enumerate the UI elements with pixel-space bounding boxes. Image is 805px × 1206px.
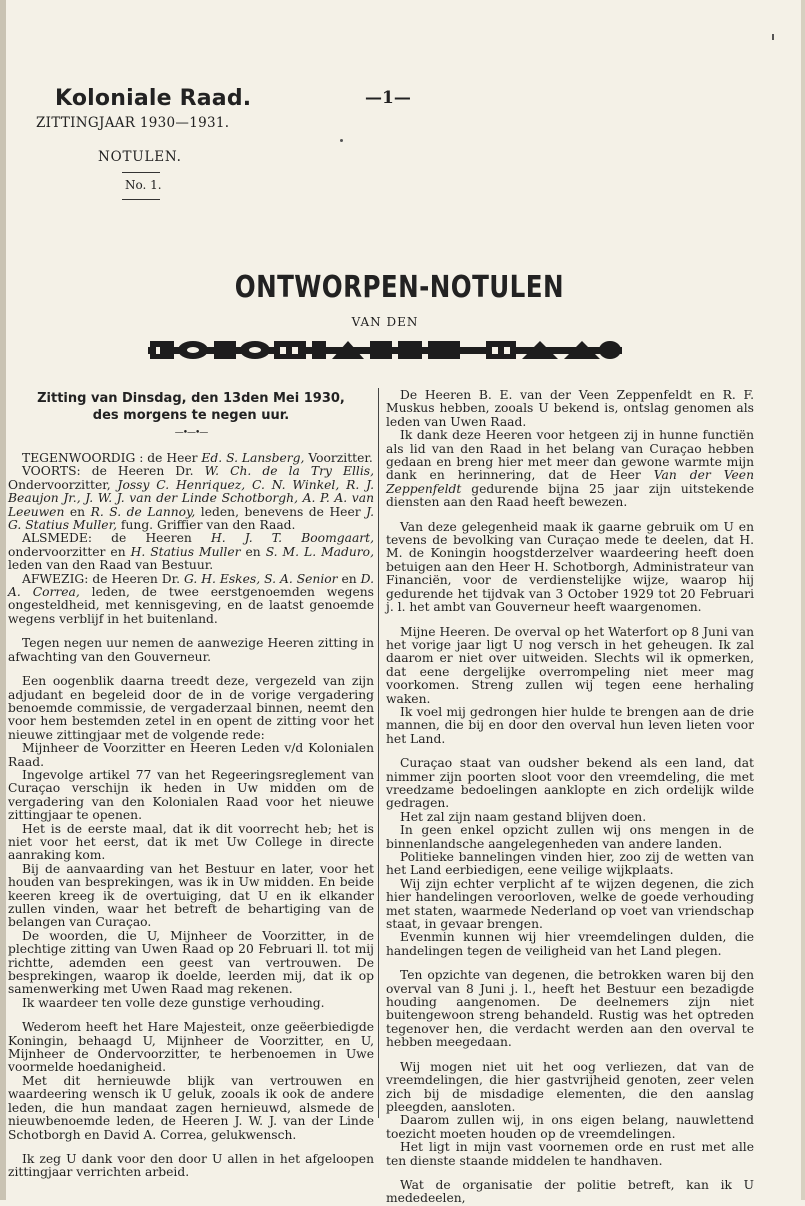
paragraph: Van deze gelegenheid maak ik gaarne gebruik om U en tevens de bevolking van Curaçao mede te deelen, dat H. M. de Koningin hoogstderzelver waardeering heeft doen betuigen aan den Heer H. Schotborgh, Administrateur van Financiën, voor de verdienstelijke wijze, waarop hij gedurende het tijdvak van 3 October 1929 tot 20 Februari j. l. het ambt van Gouverneur heeft waargenomen. xyxy=(386,519,754,615)
attendance-also: VOORTS: de Heeren Dr. W. Ch. de la Try Ellis, Ondervoorzitter, Jossy C. Henriquez, C. N. Winkel, R. J. Beaujon Jr., J. W. J. van der Linde Schotborgh, A. P. A. van Leeuwen en R. S. de Lannoy, leden, benevens de Heer J. G. Statius Muller, fung. Griffier van den Raad. xyxy=(8,464,375,533)
paragraph: Ik dank deze Heeren voor hetgeen zij in hunne functiën als lid van den Raad in het belang van Curaçao hebben gedaan en breng hier met meer dan gewone warmte mijn dank en herinnering, dat de Heer Van der Veen Zeppenfeldt gedurende bijna 25 jaar zijn uitstekende diensten aan den Raad heeft bewezen. xyxy=(386,428,755,510)
attendance-absent: AFWEZIG: de Heeren Dr. G. H. Eskes, S. A. Senior en D. A. Correa, leden, de twee eerstgenoemden wegens ongesteldheid, met kennisgeving, en de laatst genoemde wegens verblijf in het buitenland. xyxy=(8,571,374,626)
paragraph: Wij mogen niet uit het oog verliezen, dat van de vreemdelingen, die hier gastvrijheid genoten, zeer velen zich bij de misdadige elementen, die den aanslag pleegden, aansloten. xyxy=(386,1059,754,1114)
paragraph: Het is de eerste maal, dat ik dit voorrecht heb; het is niet voor het eerst, dat ik met Uw College in directe aanraking kom. xyxy=(8,821,374,863)
page-edge-left xyxy=(0,0,6,1200)
speck xyxy=(772,34,774,40)
paragraph: Wij zijn echter verplicht af te wijzen degenen, die zich hier handelingen veroorloven, welke de goede verhouding met staten, waarmede Nederland op voet van vriendschap staat, in gevaar brengen. xyxy=(386,876,754,932)
paragraph: Ingevolge artikel 77 van het Regeeringsreglement van Curaçao verschijn ik heden in Uw midden om de vergadering van den Kolonialen Raad voor het nieuwe zittingjaar te openen. xyxy=(8,767,374,823)
page-edge-right xyxy=(801,0,805,1200)
session-year: ZITTINGJAAR 1930—1931. xyxy=(36,115,230,131)
paragraph: Ik waardeer ten volle deze gunstige verhouding. xyxy=(22,995,325,1010)
paragraph: Politieke bannelingen vinden hier, zoo zij de wetten van het Land eerbiedigen, eene veilige wijkplaats. xyxy=(386,850,754,878)
paragraph: De woorden, die U, Mijnheer de Voorzitter, in de plechtige zitting van Uwen Raad op 20 Februari ll. tot mij richtte, ademden een geest van vertrouwen. De besprekingen, waarop ik doelde, leerden mij, dat ik op samenwerking met Uwen Raad mag rekenen. xyxy=(8,928,374,997)
paragraph: In geen enkel opzicht zullen wij ons mengen in de binnenlandsche aangelegenheden van andere landen. xyxy=(386,823,754,851)
subtitle-van-den: VAN DEN xyxy=(351,315,419,329)
speck xyxy=(340,139,343,142)
banner-text xyxy=(148,339,622,361)
column-divider xyxy=(378,388,379,1118)
attendance-as-well: ALSMEDE: de Heeren H. J. T. Boomgaart, ondervoorzitter en H. Statius Muller en S. M. L. Maduro, leden van den Raad van Bestuur. xyxy=(8,531,374,573)
paragraph: Wat de organisatie der politie betreft, kan ik U mededeelen, xyxy=(386,1177,754,1206)
attendance-present: TEGENWOORDIG : de Heer Ed. S. Lansberg, Voorzitter. xyxy=(22,451,373,465)
paragraph: Met dit hernieuwde blijk van vertrouwen en waardeering wensch ik U geluk, zooals ik ook de andere leden, die hun mandaat zagen hernieuwd, alsmede de nieuwbenoemde leden, de Heeren J. W. J. van der Linde Schotborgh en David A. Correa, gelukwensch. xyxy=(8,1073,374,1142)
main-title: ONTWORPEN-NOTULEN xyxy=(234,270,564,305)
paragraph: De Heeren B. E. van der Veen Zeppenfeldt en R. F. Muskus hebben, zooals U bekend is, ontslag genomen als leden van Uwen Raad. xyxy=(386,388,754,429)
session-heading: Zitting van Dinsdag, den 13den Mei 1930, des morgens te negen uur. xyxy=(37,391,345,423)
paragraph: Ten opzichte van degenen, die betrokken waren bij den overval van 8 Juni j. l., heeft het Bestuur een bezadigde houding aangenomen. De deelnemers zijn niet buitengewoon streng behandeld. Rustig was het optreden tegenover hen, die verdacht werden aan den overval te hebben meegedaan. xyxy=(386,968,754,1050)
issue-number: No. 1. xyxy=(125,178,162,192)
left-column xyxy=(8,390,374,1180)
paragraph: Tegen negen uur nemen de aanwezige Heeren zitting in afwachting van den Gouverneur. xyxy=(8,636,374,664)
paragraph: Evenmin kunnen wij hier vreemdelingen dulden, die handelingen tegen de veiligheid van het Land plegen. xyxy=(386,930,754,958)
paragraph: Curaçao staat van oudsher bekend als een land, dat nimmer zijn poorten sloot voor den vreemdeling, die met vreedzame bedoelingen aanklopte en zich ordelijk wilde gedragen. xyxy=(386,756,754,811)
right-column xyxy=(386,389,754,1206)
paragraph: Bij de aanvaarding van het Bestuur en later, voor het houden van besprekingen, was ik in Uw midden. En beide keeren kreeg ik de overtuiging, dat U en ik elkander zullen vinden, waar het betreft de behartiging van de belangen van Curaçao. xyxy=(8,861,374,930)
divider xyxy=(122,199,160,200)
paragraph: Het ligt in mijn vast voornemen orde en rust met alle ten dienste staande middelen te handhaven. xyxy=(386,1140,754,1168)
page-number: —1— xyxy=(365,88,411,108)
divider xyxy=(122,172,160,173)
paragraph: Ik zeg U dank voor den door U allen in het afgeloopen zittingjaar verrichten arbeid. xyxy=(8,1151,374,1180)
ornament: —•—•— xyxy=(174,428,208,438)
paragraph: Een oogenblik daarna treedt deze, vergezeld van zijn adjudant en begeleid door de in de vorige vergadering benoemde commissie, de vergaderzaal binnen, neemt den voor hem bestemden zetel in en opent de zitting voor het nieuwe zittingjaar met de volgende rede: xyxy=(8,674,374,742)
paragraph: Het zal zijn naam gestand blijven doen. xyxy=(400,809,647,824)
paragraph: Daarom zullen wij, in ons eigen belang, nauwlettend toezicht moeten houden op de vreemdelingen. xyxy=(386,1113,754,1141)
publication-title: Koloniale Raad. xyxy=(55,86,252,111)
paragraph: Mijne Heeren. De overval op het Waterfort op 8 Juni van het vorige jaar ligt U nog versch in het geheugen. Ik zal daarom er niet over uitweiden. Slechts wil ik opmerken, dat eene dergelijke overrompeling niet meer mag voorkomen. Streng zullen wij tegen eene herhaling waken. xyxy=(386,624,754,706)
section-label: NOTULEN. xyxy=(98,149,182,165)
paragraph: Ik voel mij gedrongen hier hulde te brengen aan de drie mannen, die bij en door den overval hun leven lieten voor het Land. xyxy=(386,704,754,746)
paragraph: Mijnheer de Voorzitter en Heeren Leden v/d Kolonialen Raad. xyxy=(8,741,374,769)
paragraph: Wederom heeft het Hare Majesteit, onze geëerbiedigde Koningin, behaagd U, Mijnheer de Voorzitter, en U, Mijnheer de Ondervoorzitter, te herbenoemen in Uwe voormelde hoedanigheid. xyxy=(8,1020,374,1075)
